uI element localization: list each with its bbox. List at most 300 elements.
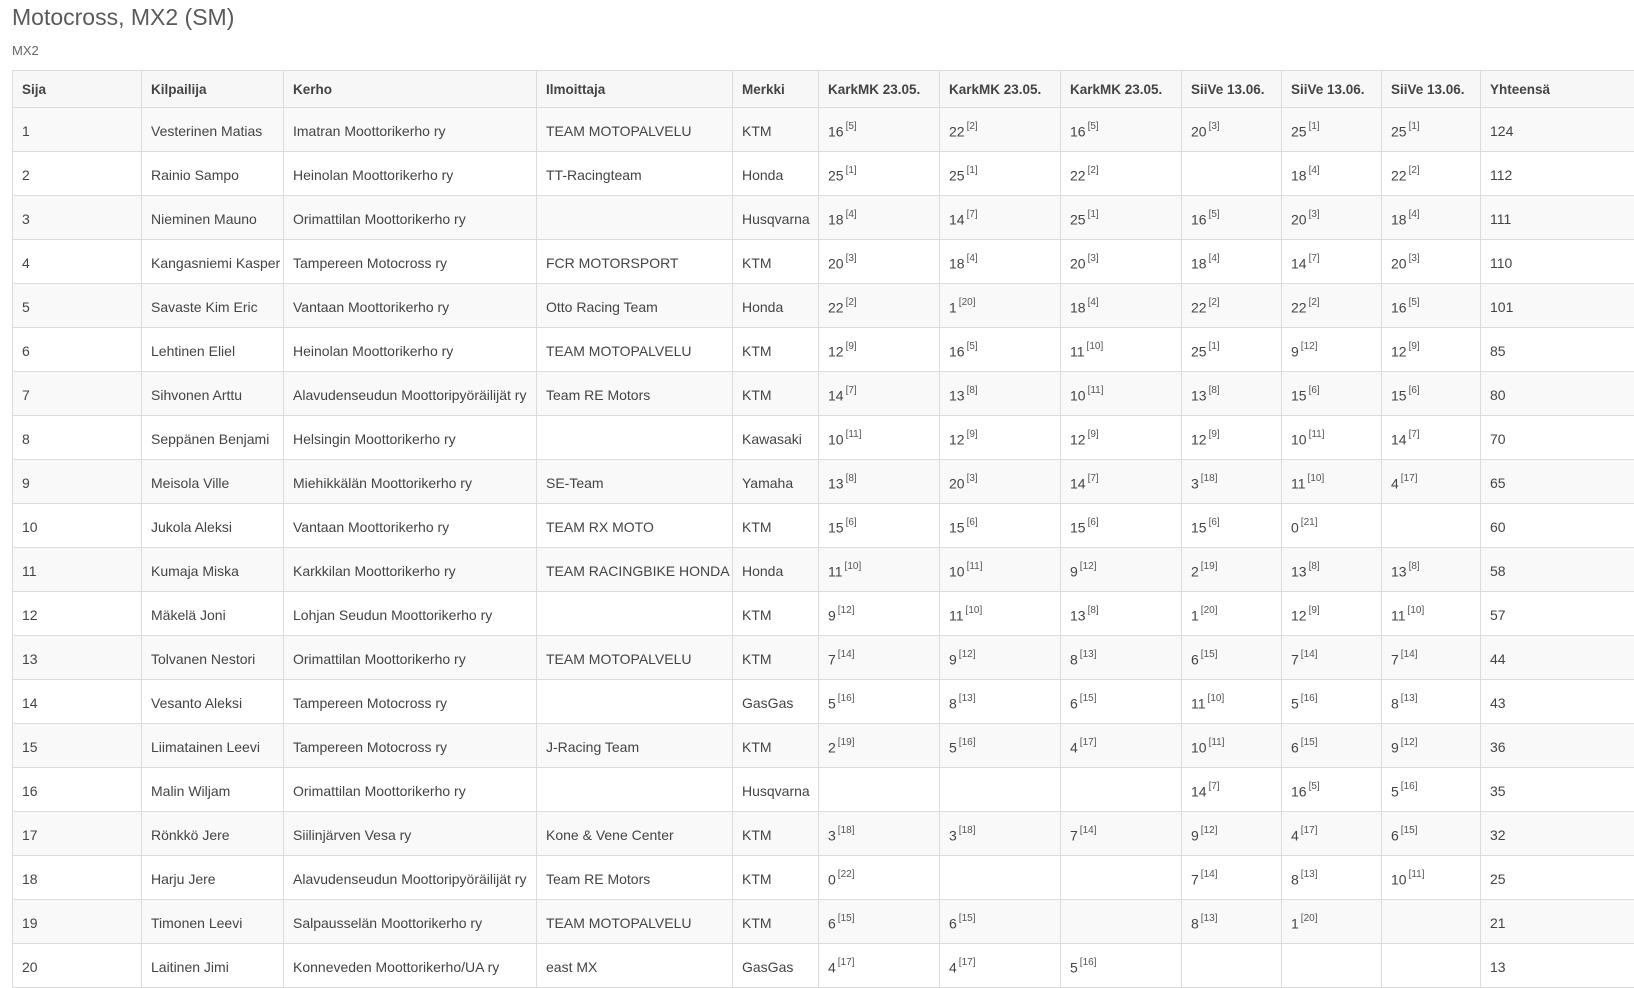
heat-points: 5 <box>949 739 957 755</box>
heat-result-cell <box>940 812 1061 856</box>
table-row <box>13 108 1634 152</box>
heat-result-cell <box>1282 812 1382 856</box>
rider-name-cell: Rönkkö Jere <box>142 812 284 856</box>
heat-position: [16] <box>959 737 976 748</box>
heat-result-cell <box>1061 460 1182 504</box>
heat-result-cell <box>819 900 940 944</box>
column-header[interactable]: SiiVe 13.06. <box>1282 71 1382 108</box>
rank-cell: 8 <box>13 416 142 460</box>
brand-cell: GasGas <box>733 944 819 988</box>
heat-result-cell <box>940 328 1061 372</box>
entrant-cell: J-Racing Team <box>537 724 733 768</box>
club-cell: Vantaan Moottorikerho ry <box>284 284 537 328</box>
heat-points: 11 <box>1070 343 1085 359</box>
heat-position: [12] <box>838 605 855 616</box>
heat-position: [1] <box>1209 341 1220 352</box>
heat-result-cell <box>1061 108 1182 152</box>
heat-result-cell <box>1182 372 1282 416</box>
heat-points: 8 <box>949 695 957 711</box>
heat-result-cell <box>940 416 1061 460</box>
heat-result-cell <box>819 284 940 328</box>
heat-position: [6] <box>1309 385 1320 396</box>
heat-points: 14 <box>1070 475 1086 491</box>
club-cell: Tampereen Motocross ry <box>284 240 537 284</box>
heat-points: 20 <box>1070 255 1086 271</box>
heat-result-cell <box>940 504 1061 548</box>
heat-result-cell <box>1282 856 1382 900</box>
heat-position: [8] <box>1088 605 1099 616</box>
total-points-cell: 58 <box>1481 548 1634 592</box>
rank-cell: 7 <box>13 372 142 416</box>
heat-result-cell <box>940 900 1061 944</box>
table-row <box>13 328 1634 372</box>
table-row <box>13 768 1634 812</box>
heat-position: [17] <box>838 957 855 968</box>
heat-points: 22 <box>1391 167 1407 183</box>
heat-position: [9] <box>1209 429 1220 440</box>
column-header[interactable]: Kilpailija <box>142 71 284 108</box>
club-cell: Orimattilan Moottorikerho ry <box>284 636 537 680</box>
heat-position: [5] <box>967 341 978 352</box>
heat-position: [8] <box>1409 561 1420 572</box>
heat-result-cell <box>1382 636 1481 680</box>
heat-points: 22 <box>1291 299 1307 315</box>
heat-position: [20] <box>1301 913 1318 924</box>
heat-position: [10] <box>966 605 983 616</box>
heat-points: 5 <box>1391 783 1399 799</box>
rank-cell: 1 <box>13 108 142 152</box>
total-points-cell: 43 <box>1481 680 1634 724</box>
heat-points: 11 <box>1191 695 1206 711</box>
heat-result-cell <box>819 196 940 240</box>
entrant-cell: TEAM RACINGBIKE HONDA <box>537 548 733 592</box>
page-title: Motocross, MX2 (SM) <box>12 4 234 31</box>
heat-points: 25 <box>828 167 844 183</box>
heat-result-cell <box>1182 856 1282 900</box>
heat-points: 20 <box>949 475 965 491</box>
column-header[interactable]: SiiVe 13.06. <box>1182 71 1282 108</box>
total-points-cell: 65 <box>1481 460 1634 504</box>
heat-result-cell <box>1061 416 1182 460</box>
heat-points: 15 <box>828 519 844 535</box>
heat-position: [11] <box>1409 869 1425 880</box>
heat-points: 9 <box>1070 563 1078 579</box>
rider-name-cell: Laitinen Jimi <box>142 944 284 988</box>
heat-position: [15] <box>838 913 855 924</box>
heat-result-cell <box>1382 372 1481 416</box>
heat-result-cell <box>1382 328 1481 372</box>
heat-result-cell <box>1061 812 1182 856</box>
club-cell: Alavudenseudun Moottoripyöräilijät ry <box>284 856 537 900</box>
rider-name-cell: Lehtinen Eliel <box>142 328 284 372</box>
rider-name-cell: Jukola Aleksi <box>142 504 284 548</box>
heat-result-cell <box>819 636 940 680</box>
heat-position: [13] <box>1201 913 1218 924</box>
heat-points: 14 <box>1291 255 1307 271</box>
heat-position: [12] <box>959 649 976 660</box>
total-points-cell: 35 <box>1481 768 1634 812</box>
heat-result-cell <box>1182 196 1282 240</box>
heat-position: [3] <box>1209 121 1220 132</box>
heat-position: [8] <box>1309 561 1320 572</box>
heat-position: [19] <box>838 737 855 748</box>
heat-result-cell <box>819 416 940 460</box>
heat-points: 14 <box>828 387 844 403</box>
heat-position: [9] <box>846 341 857 352</box>
brand-cell: KTM <box>733 856 819 900</box>
heat-position: [4] <box>1088 297 1099 308</box>
total-points-cell: 70 <box>1481 416 1634 460</box>
heat-result-cell <box>1382 416 1481 460</box>
heat-position: [17] <box>1401 473 1418 484</box>
heat-points: 12 <box>828 343 844 359</box>
heat-result-cell <box>1061 284 1182 328</box>
heat-position: [7] <box>1209 781 1220 792</box>
heat-result-cell <box>940 724 1061 768</box>
heat-result-cell <box>1282 460 1382 504</box>
rank-cell: 10 <box>13 504 142 548</box>
brand-cell: Husqvarna <box>733 768 819 812</box>
entrant-cell: Kone & Vene Center <box>537 812 733 856</box>
heat-result-cell <box>1182 460 1282 504</box>
heat-position: [1] <box>846 165 857 176</box>
column-header[interactable]: Sija <box>13 71 142 108</box>
heat-result-cell <box>819 548 940 592</box>
heat-position: [8] <box>846 473 857 484</box>
heat-result-cell <box>1282 548 1382 592</box>
heat-result-cell <box>940 240 1061 284</box>
total-points-cell: 32 <box>1481 812 1634 856</box>
heat-position: [13] <box>1401 693 1418 704</box>
club-cell: Orimattilan Moottorikerho ry <box>284 196 537 240</box>
heat-position: [4] <box>1309 165 1320 176</box>
heat-result-cell <box>1382 152 1481 196</box>
heat-position: [6] <box>1409 385 1420 396</box>
heat-points: 18 <box>1070 299 1086 315</box>
heat-points: 6 <box>1191 651 1199 667</box>
heat-result-cell <box>1061 724 1182 768</box>
heat-result-cell <box>1282 768 1382 812</box>
heat-result-cell <box>1182 592 1282 636</box>
heat-result-cell <box>1061 636 1182 680</box>
brand-cell: Honda <box>733 152 819 196</box>
heat-position: [12] <box>1401 737 1418 748</box>
heat-result-cell <box>1182 152 1282 196</box>
rank-cell: 19 <box>13 900 142 944</box>
heat-position: [5] <box>1088 121 1099 132</box>
heat-result-cell <box>1182 548 1282 592</box>
heat-result-cell <box>819 460 940 504</box>
heat-result-cell <box>819 812 940 856</box>
heat-position: [4] <box>1409 209 1420 220</box>
rider-name-cell: Vesterinen Matias <box>142 108 284 152</box>
brand-cell: Kawasaki <box>733 416 819 460</box>
column-header[interactable]: Ilmoittaja <box>537 71 733 108</box>
heat-position: [16] <box>1080 957 1097 968</box>
heat-position: [18] <box>838 825 855 836</box>
heat-result-cell <box>1282 592 1382 636</box>
heat-result-cell <box>1182 768 1282 812</box>
table-header-row <box>13 71 1634 108</box>
heat-result-cell <box>1382 548 1481 592</box>
heat-position: [2] <box>967 121 978 132</box>
heat-points: 11 <box>1391 607 1406 623</box>
heat-points: 20 <box>828 255 844 271</box>
heat-position: [2] <box>1409 165 1420 176</box>
entrant-cell: TEAM MOTOPALVELU <box>537 108 733 152</box>
rider-name-cell: Kangasniemi Kasper <box>142 240 284 284</box>
table-row <box>13 240 1634 284</box>
column-header[interactable]: Yhteensä <box>1481 71 1634 108</box>
heat-points: 12 <box>1070 431 1086 447</box>
entrant-cell: SE-Team <box>537 460 733 504</box>
club-cell: Tampereen Motocross ry <box>284 680 537 724</box>
heat-points: 22 <box>828 299 844 315</box>
heat-result-cell <box>940 372 1061 416</box>
heat-points: 9 <box>1291 343 1299 359</box>
heat-result-cell <box>1282 372 1382 416</box>
heat-points: 6 <box>949 915 957 931</box>
brand-cell: KTM <box>733 812 819 856</box>
heat-result-cell <box>819 856 940 900</box>
heat-points: 22 <box>1070 167 1086 183</box>
rider-name-cell: Seppänen Benjami <box>142 416 284 460</box>
heat-position: [3] <box>1309 209 1320 220</box>
entrant-cell <box>537 680 733 724</box>
heat-position: [11] <box>1209 737 1225 748</box>
heat-position: [18] <box>959 825 976 836</box>
club-cell: Siilinjärven Vesa ry <box>284 812 537 856</box>
heat-position: [17] <box>1301 825 1318 836</box>
club-cell: Salpausselän Moottorikerho ry <box>284 900 537 944</box>
total-points-cell: 21 <box>1481 900 1634 944</box>
club-cell: Lohjan Seudun Moottorikerho ry <box>284 592 537 636</box>
heat-position: [13] <box>959 693 976 704</box>
heat-position: [17] <box>1080 737 1097 748</box>
heat-position: [18] <box>1201 473 1218 484</box>
rank-cell: 15 <box>13 724 142 768</box>
heat-result-cell <box>1282 416 1382 460</box>
total-points-cell: 44 <box>1481 636 1634 680</box>
heat-points: 14 <box>1191 783 1207 799</box>
heat-result-cell <box>1382 108 1481 152</box>
heat-points: 11 <box>949 607 964 623</box>
heat-result-cell <box>940 196 1061 240</box>
rank-cell: 11 <box>13 548 142 592</box>
total-points-cell: 110 <box>1481 240 1634 284</box>
table-row <box>13 680 1634 724</box>
club-cell: Karkkilan Moottorikerho ry <box>284 548 537 592</box>
heat-points: 13 <box>1070 607 1086 623</box>
heat-points: 25 <box>1191 343 1207 359</box>
heat-points: 12 <box>949 431 965 447</box>
entrant-cell: TEAM RX MOTO <box>537 504 733 548</box>
heat-points: 11 <box>828 563 843 579</box>
column-header[interactable]: Kerho <box>284 71 537 108</box>
heat-result-cell <box>1382 196 1481 240</box>
heat-position: [11] <box>1088 385 1104 396</box>
heat-result-cell <box>1382 284 1481 328</box>
club-cell: Imatran Moottorikerho ry <box>284 108 537 152</box>
heat-points: 12 <box>1291 607 1307 623</box>
heat-position: [17] <box>959 957 976 968</box>
heat-points: 1 <box>949 299 957 315</box>
rider-name-cell: Vesanto Aleksi <box>142 680 284 724</box>
heat-result-cell <box>1061 592 1182 636</box>
heat-position: [11] <box>846 429 862 440</box>
heat-result-cell <box>1282 680 1382 724</box>
heat-result-cell <box>1282 944 1382 988</box>
entrant-cell <box>537 768 733 812</box>
table-row <box>13 284 1634 328</box>
heat-points: 14 <box>1391 431 1407 447</box>
heat-points: 18 <box>1391 211 1407 227</box>
heat-result-cell <box>1282 196 1382 240</box>
heat-position: [9] <box>1409 341 1420 352</box>
heat-position: [20] <box>1201 605 1218 616</box>
entrant-cell: Team RE Motors <box>537 856 733 900</box>
club-cell: Konneveden Moottorikerho/UA ry <box>284 944 537 988</box>
heat-position: [7] <box>846 385 857 396</box>
heat-position: [5] <box>846 121 857 132</box>
heat-position: [21] <box>1301 517 1318 528</box>
heat-result-cell <box>1382 944 1481 988</box>
heat-result-cell <box>1382 240 1481 284</box>
heat-position: [16] <box>1301 693 1318 704</box>
brand-cell: KTM <box>733 372 819 416</box>
column-header[interactable]: KarkMK 23.05. <box>819 71 940 108</box>
heat-result-cell <box>940 152 1061 196</box>
heat-result-cell <box>1382 460 1481 504</box>
heat-result-cell <box>940 768 1061 812</box>
heat-position: [6] <box>846 517 857 528</box>
club-cell: Orimattilan Moottorikerho ry <box>284 768 537 812</box>
heat-result-cell <box>940 548 1061 592</box>
heat-result-cell <box>1182 284 1282 328</box>
table-row <box>13 548 1634 592</box>
heat-result-cell <box>1382 680 1481 724</box>
table-row <box>13 196 1634 240</box>
rider-name-cell: Rainio Sampo <box>142 152 284 196</box>
heat-points: 9 <box>949 651 957 667</box>
heat-points: 7 <box>1391 651 1399 667</box>
rider-name-cell: Nieminen Mauno <box>142 196 284 240</box>
results-table <box>12 70 1634 988</box>
heat-points: 0 <box>828 871 836 887</box>
entrant-cell: TEAM MOTOPALVELU <box>537 636 733 680</box>
heat-position: [1] <box>967 165 978 176</box>
heat-position: [14] <box>1080 825 1097 836</box>
heat-position: [4] <box>967 253 978 264</box>
heat-result-cell <box>1282 284 1382 328</box>
heat-result-cell <box>1382 504 1481 548</box>
heat-position: [10] <box>1308 473 1325 484</box>
heat-position: [3] <box>846 253 857 264</box>
total-points-cell: 80 <box>1481 372 1634 416</box>
heat-points: 10 <box>828 431 844 447</box>
heat-result-cell <box>819 504 940 548</box>
brand-cell: KTM <box>733 108 819 152</box>
heat-points: 0 <box>1291 519 1299 535</box>
heat-result-cell <box>1061 240 1182 284</box>
heat-result-cell <box>940 944 1061 988</box>
heat-points: 20 <box>1291 211 1307 227</box>
heat-points: 25 <box>949 167 965 183</box>
column-header[interactable]: KarkMK 23.05. <box>1061 71 1182 108</box>
heat-result-cell <box>819 724 940 768</box>
heat-result-cell <box>1282 636 1382 680</box>
rank-cell: 5 <box>13 284 142 328</box>
rider-name-cell: Meisola Ville <box>142 460 284 504</box>
brand-cell: Husqvarna <box>733 196 819 240</box>
heat-position: [1] <box>1088 209 1099 220</box>
club-cell: Helsingin Moottorikerho ry <box>284 416 537 460</box>
heat-position: [3] <box>1088 253 1099 264</box>
heat-result-cell <box>940 284 1061 328</box>
heat-position: [1] <box>1309 121 1320 132</box>
rank-cell: 3 <box>13 196 142 240</box>
table-body <box>13 108 1634 988</box>
heat-points: 16 <box>1291 783 1307 799</box>
heat-points: 7 <box>1191 871 1199 887</box>
entrant-cell: Otto Racing Team <box>537 284 733 328</box>
heat-position: [6] <box>1088 517 1099 528</box>
heat-result-cell <box>819 592 940 636</box>
brand-cell: Honda <box>733 284 819 328</box>
heat-position: [5] <box>1209 209 1220 220</box>
heat-result-cell <box>1182 900 1282 944</box>
heat-position: [2] <box>1309 297 1320 308</box>
rank-cell: 17 <box>13 812 142 856</box>
heat-points: 7 <box>828 651 836 667</box>
rank-cell: 14 <box>13 680 142 724</box>
rider-name-cell: Liimatainen Leevi <box>142 724 284 768</box>
heat-points: 5 <box>1291 695 1299 711</box>
heat-position: [6] <box>967 517 978 528</box>
heat-result-cell <box>819 680 940 724</box>
rider-name-cell: Savaste Kim Eric <box>142 284 284 328</box>
column-header[interactable]: Merkki <box>733 71 819 108</box>
heat-position: [10] <box>1087 341 1104 352</box>
heat-points: 4 <box>828 959 836 975</box>
heat-result-cell <box>940 680 1061 724</box>
total-points-cell: 101 <box>1481 284 1634 328</box>
heat-points: 15 <box>1070 519 1086 535</box>
table-row <box>13 812 1634 856</box>
rank-cell: 16 <box>13 768 142 812</box>
column-header[interactable]: SiiVe 13.06. <box>1382 71 1481 108</box>
heat-position: [12] <box>1301 341 1318 352</box>
heat-position: [9] <box>1309 605 1320 616</box>
heat-points: 3 <box>949 827 957 843</box>
heat-position: [3] <box>967 473 978 484</box>
heat-points: 8 <box>1191 915 1199 931</box>
heat-result-cell <box>1061 152 1182 196</box>
heat-result-cell <box>1182 504 1282 548</box>
heat-position: [15] <box>1080 693 1097 704</box>
rider-name-cell: Kumaja Miska <box>142 548 284 592</box>
heat-position: [22] <box>838 869 855 880</box>
heat-points: 13 <box>949 387 965 403</box>
heat-points: 25 <box>1070 211 1086 227</box>
column-header[interactable]: KarkMK 23.05. <box>940 71 1061 108</box>
heat-points: 2 <box>1191 563 1199 579</box>
heat-position: [15] <box>959 913 976 924</box>
brand-cell: GasGas <box>733 680 819 724</box>
heat-position: [10] <box>1408 605 1425 616</box>
heat-points: 6 <box>828 915 836 931</box>
heat-position: [11] <box>1309 429 1325 440</box>
